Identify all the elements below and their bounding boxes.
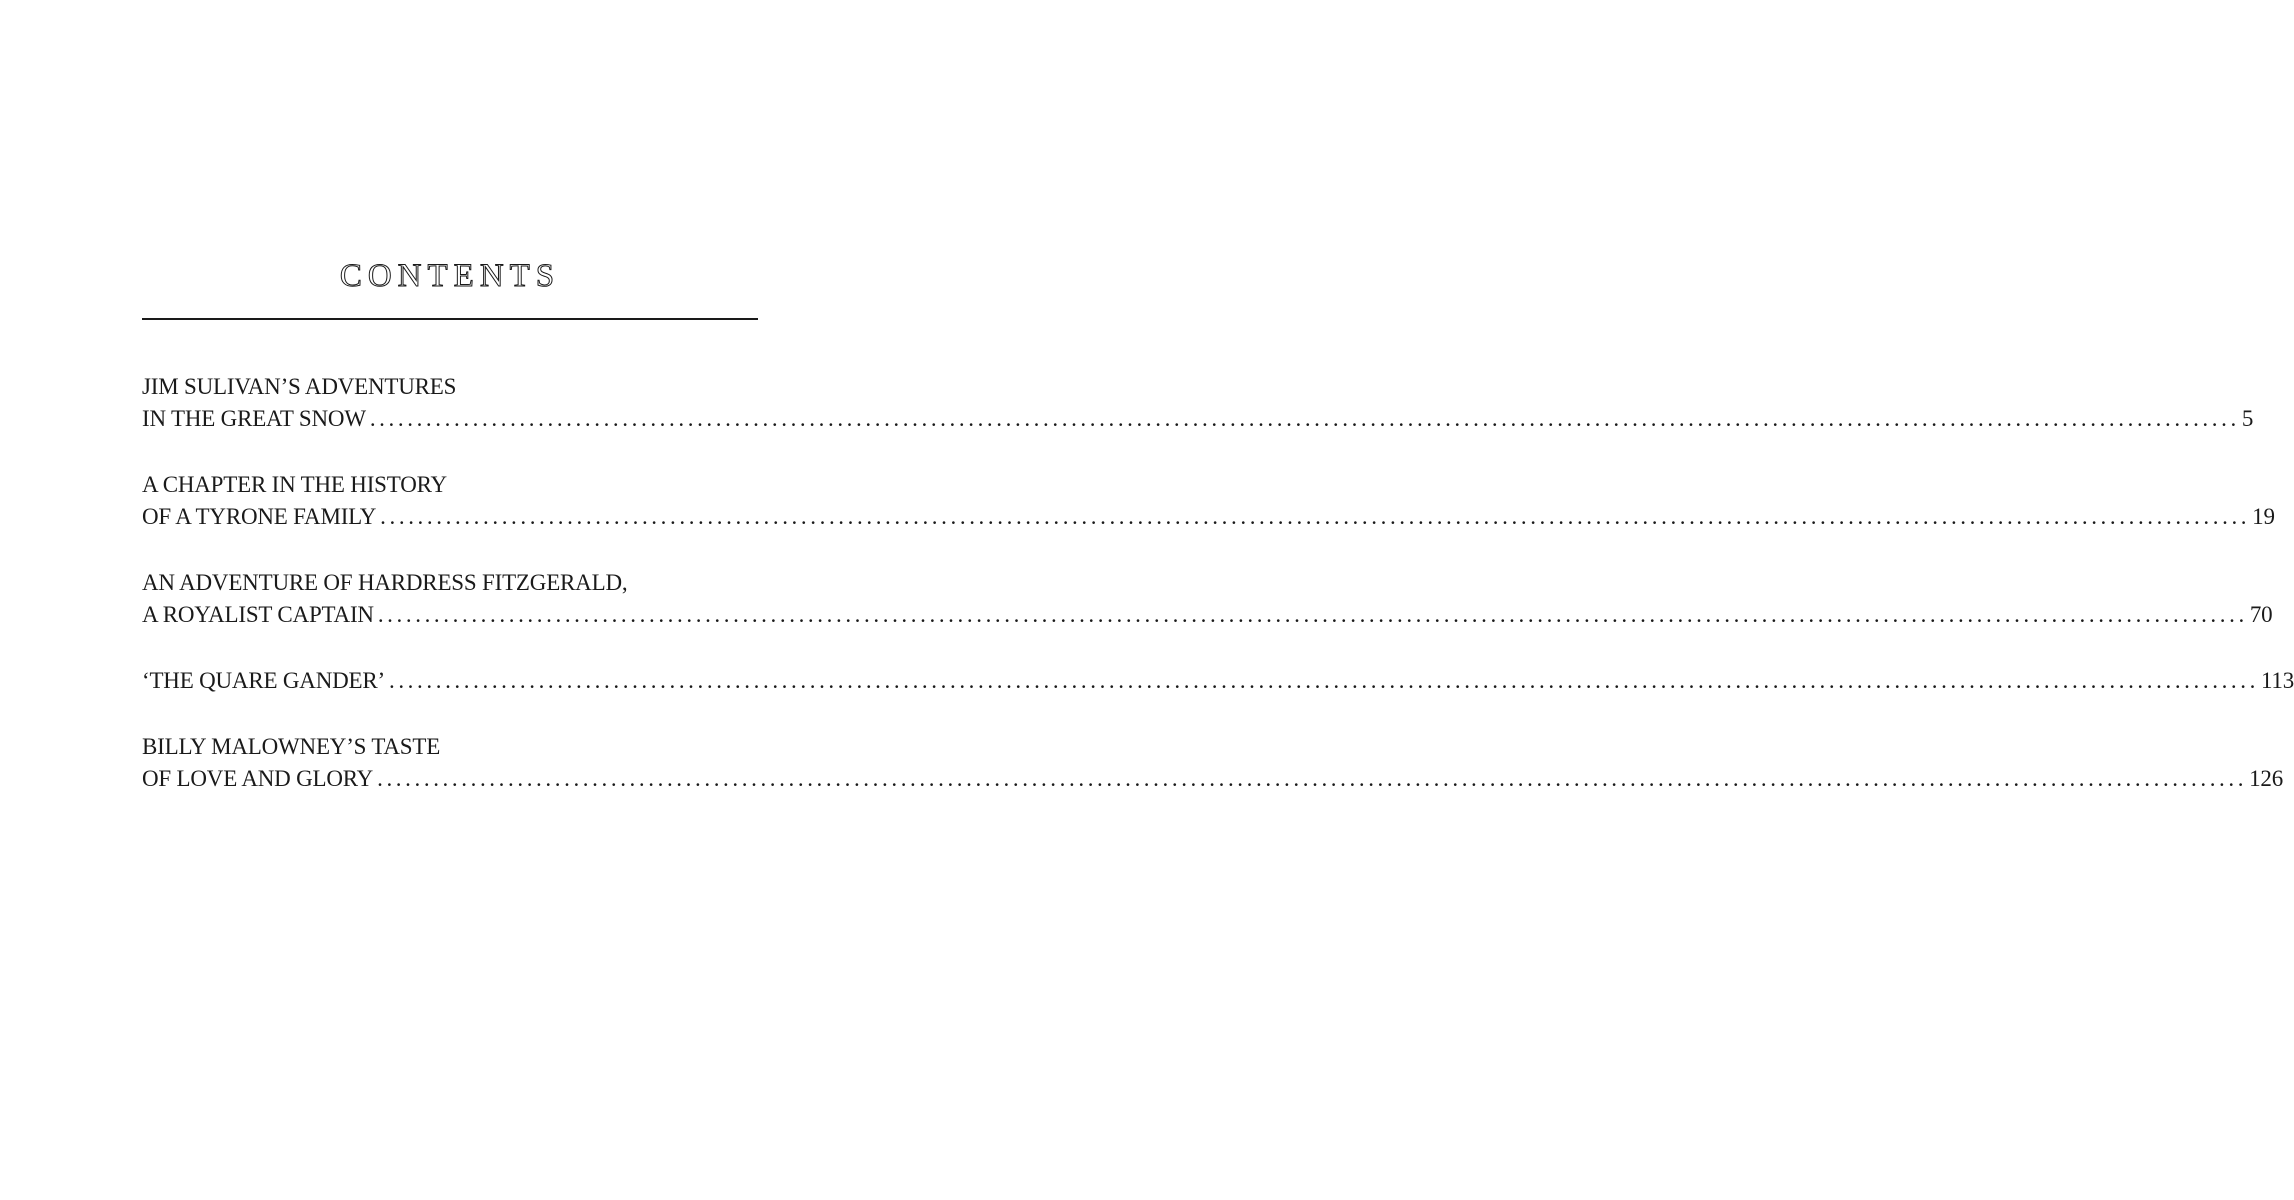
dot-leader: ........................................................................................................................................................................................................	[380, 504, 2251, 529]
toc-entry-title-text: ‘THE QUARE GANDER’	[142, 668, 385, 693]
toc-entry[interactable]	[142, 469, 2275, 533]
dot-leader: ........................................................................................................................................................................................................	[377, 602, 2248, 627]
toc-entry-title-line-2	[142, 763, 2283, 795]
dot-leader: ........................................................................................................................................................................................................	[377, 766, 2248, 791]
toc-entry-title-text: IN THE GREAT SNOW	[142, 406, 366, 431]
toc-entry[interactable]	[142, 567, 2273, 631]
toc-entry-page-number: 19	[2252, 504, 2275, 529]
toc-entry-page-number: 126	[2249, 766, 2283, 791]
toc-entry[interactable]	[142, 731, 2283, 795]
toc-entry-title-text: A ROYALIST CAPTAIN	[142, 602, 374, 627]
toc-entry-title-line-1: A CHAPTER IN THE HISTORY	[142, 472, 447, 497]
toc-entry-title-text: OF A TYRONE FAMILY	[142, 504, 377, 529]
heading-rule	[142, 318, 758, 320]
toc-entry-title-line-1: JIM SULIVAN’S ADVENTURES	[142, 374, 457, 399]
toc-entry-title-line	[142, 665, 2294, 697]
toc-entry-page-number: 5	[2241, 406, 2254, 431]
toc-entry-title-line-1: AN ADVENTURE OF HARDRESS FITZGERALD,	[142, 570, 628, 595]
toc-entry-page-number: 113	[2260, 668, 2294, 693]
toc-entry-title-line-2	[142, 501, 2275, 533]
table-of-contents	[142, 371, 2294, 829]
contents-heading: CONTENTS	[339, 258, 561, 294]
toc-entry[interactable]	[142, 371, 2254, 435]
toc-entry-title-line-1: BILLY MALOWNEY’S TASTE	[142, 734, 441, 759]
dot-leader: ........................................................................................................................................................................................................	[369, 406, 2240, 431]
dot-leader: ........................................................................................................................................................................................................	[388, 668, 2259, 693]
toc-entry-title-line-2	[142, 599, 2273, 631]
toc-entry-page-number: 70	[2249, 602, 2273, 627]
toc-entry[interactable]	[142, 665, 2294, 697]
toc-entry-title-text: OF LOVE AND GLORY	[142, 766, 374, 791]
toc-entry-title-line-2	[142, 403, 2254, 435]
